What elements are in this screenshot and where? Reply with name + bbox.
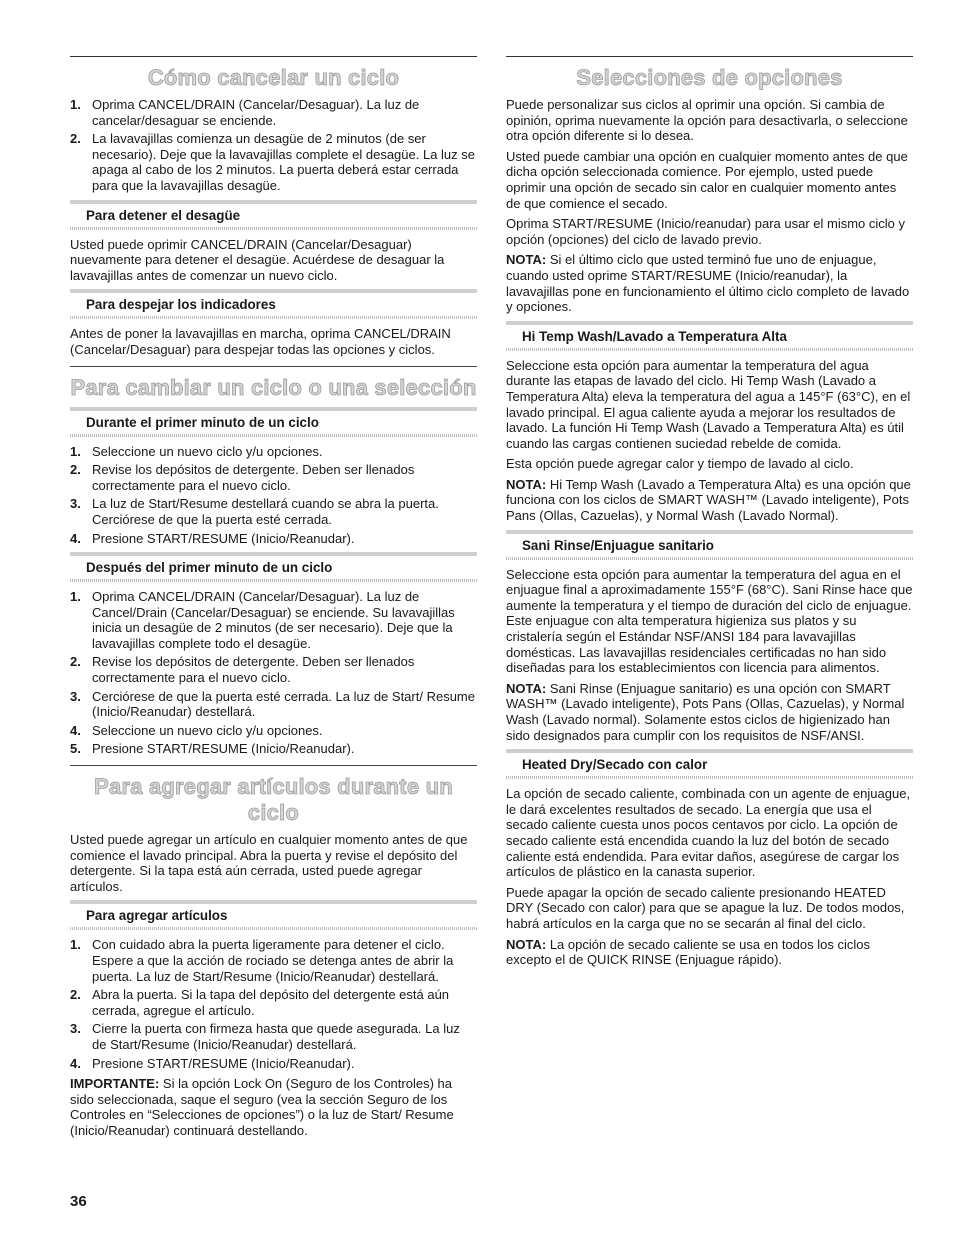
list-item: 1. Seleccione un nuevo ciclo y/u opciones. (70, 443, 323, 459)
section-title-change-cycle: Para cambiar un ciclo o una selección (70, 374, 477, 400)
paragraph: Puede apagar la opción de secado caliente presionando HEATED DRY (Secado con calor) para que se apague la luz. De todos modos, habrá artículos en la carga que no se secarán al final del ciclo. (506, 884, 905, 931)
subheading-hi-temp-wash: Hi Temp Wash/Lavado a Temperatura Alta (506, 321, 913, 353)
section-title-add-items: Para agregar artículos durante un ciclo (94, 774, 453, 826)
paragraph: Oprima START/RESUME (Inicio/reanudar) para usar el mismo ciclo y opción (opciones) del ciclo de lavado previo. (506, 216, 906, 247)
subheading-sani-rinse: Sani Rinse/Enjuague sanitario (506, 530, 913, 562)
list-item: 4. Presione START/RESUME (Inicio/Reanudar). (70, 530, 355, 546)
divider (70, 366, 477, 367)
after-first-minute-steps (70, 589, 477, 757)
subheading-clear-indicators: Para despejar los indicadores (70, 289, 477, 321)
cancel-steps (70, 97, 477, 194)
list-item: 4. Seleccione un nuevo ciclo y/u opciones. (70, 722, 323, 738)
note-paragraph: NOTA: Hi Temp Wash (Lavado a Temperatura Alta) es una opción que funciona con los ciclos de SMART WASH™ (Lavado inteligente), Pots Pans (Ollas, Cazuelas), y Normal Wash (Lavado Normal). (506, 476, 911, 524)
subheading-stop-drain: Para detener el desagüe (70, 200, 477, 232)
note-paragraph: NOTA: Si el último ciclo que usted terminó fue uno de enjuague, cuando usted oprime START/RESUME (Inicio/reanudar), la lavavajillas pone en funcionamiento el último ciclo completo de lavado y opciones. (506, 252, 910, 315)
first-minute-steps (70, 444, 477, 547)
list-item: 3. La luz de Start/Resume destellará cuando se abra la puerta. Cerciórese de que la puerta esté cerrada. (70, 496, 439, 527)
list-item: 1. Con cuidado abra la puerta ligeramente para detener el ciclo. Espere a que la acción de rociado se detenga antes de abrir la puerta. La luz de Start/Resume (Inicio/Reanudar) destellará. (70, 937, 454, 984)
paragraph: La opción de secado caliente, combinada con un agente de enjuague, le dará excelentes resultados de secado. La energía que usa el secado caliente cuesta unos pocos centavos por ciclo. La opción de secado caliente está encendida cuando la luz del botón de secado caliente está endendida. Para evitar daños, asegúrese de cargar los artículos de plástico en la canasta superior. (506, 786, 911, 880)
right-column (506, 56, 913, 973)
list-item: 2. Abra la puerta. Si la tapa del depósito del detergente está aún cerrada, agregue el artículo. (70, 987, 450, 1018)
paragraph: Esta opción puede agregar calor y tiempo de lavado al ciclo. (506, 456, 854, 472)
section-title-cancel: Cómo cancelar un ciclo (147, 65, 400, 90)
list-item: 1. Oprima CANCEL/DRAIN (Cancelar/Desaguar). La luz de cancelar/desaguar se enciende. (70, 97, 420, 128)
top-rule (70, 56, 477, 57)
add-items-steps (70, 937, 477, 1071)
divider (70, 765, 477, 766)
left-column (70, 56, 477, 1144)
subheading-add-items: Para agregar artículos (70, 900, 477, 932)
section-title-options: Selecciones de opciones (576, 65, 843, 90)
important-note: IMPORTANTE: Si la opción Lock On (Seguro de los Controles) ha sido seleccionada, saque el seguro (vea la sección Seguro de los Controles en “Selecciones de opciones”) o la luz de Start/ Resume (Inicio/Reanudar) continuará destellando. (70, 1076, 454, 1138)
note-paragraph: NOTA: La opción de secado caliente se usa en todos los ciclos excepto el de QUICK RINSE (Enjuague rápido). (506, 936, 870, 968)
page-number: 36 (70, 1193, 87, 1210)
subheading-heated-dry: Heated Dry/Secado con calor (506, 749, 913, 781)
list-item: 3. Cierre la puerta con firmeza hasta que quede asegurada. La luz de Start/Resume (Inicio/Reanudar) destellará. (70, 1021, 460, 1052)
note-paragraph: NOTA: Sani Rinse (Enjuague sanitario) es una opción con SMART WASH™ (Lavado inteligente), Pots Pans (Ollas, Cazuelas), y Normal Wash (Lavado normal). Solamente estos ciclos de higienizado han sido designados para cumplir con los requisitos de NSF/ANSI. (506, 680, 905, 743)
paragraph: Antes de poner la lavavajillas en marcha, oprima CANCEL/DRAIN (Cancelar/Desaguar) para despejar todas las opciones y ciclos. (70, 326, 451, 357)
list-item: 4. Presione START/RESUME (Inicio/Reanudar). (70, 1055, 355, 1071)
paragraph: Usted puede cambiar una opción en cualquier momento antes de que dicha opción seleccionada comience. Por ejemplo, usted puede oprimir una opción de secado sin calor en cualquier momento antes de que comience el secado. (506, 148, 908, 211)
paragraph: Seleccione esta opción para aumentar la temperatura del agua en el enjuague final a aproximadamente 155°F (68°C). Sani Rinse hace que aumente la temperatura y el tiempo de duración del ciclo de enjuague. Este enjuague con alta temperatura higieniza sus platos y su cristalería según el Estándar NSF/ANSI 184 para lavavajillas domésticas. Las lavavajillas residenciales certificadas no han sido diseñadas para los establecimientos con licencia para alimentos. (506, 566, 913, 676)
paragraph: Puede personalizar sus ciclos al oprimir una opción. Si cambia de opinión, oprima nuevamente la opción para desactivarla, o seleccione otra opción diferente si lo desea. (506, 97, 908, 144)
top-rule (506, 56, 913, 57)
list-item: 5. Presione START/RESUME (Inicio/Reanudar). (70, 741, 355, 757)
paragraph: Usted puede agregar un artículo en cualquier momento antes de que comience el lavado principal. Abra la puerta y revise el depósito del detergente. Si la tapa está aún cerrada, usted puede agregar artículos. (70, 832, 468, 894)
list-item: 3. Cerciórese de que la puerta esté cerrada. La luz de Start/ Resume (Inicio/Reanudar) destellará. (70, 688, 475, 720)
paragraph: Usted puede oprimir CANCEL/DRAIN (Cancelar/Desaguar) nuevamente para detener el desagüe. Acuérdese de desaguar la lavavajillas antes de comenzar un nuevo ciclo. (70, 236, 445, 283)
list-item: 1. Oprima CANCEL/DRAIN (Cancelar/Desaguar). La luz de Cancel/Drain (Cancelar/Desaguar) se enciende. Su lavavajillas inicia un desagüe de 2 minutos (de ser necesario). Deje que la lavavajillas complete todo el desagüe. (70, 589, 455, 651)
list-item: 2. La lavavajillas comienza un desagüe de 2 minutos (de ser necesario). Deje que la lavavajillas complete el desagüe. La luz se apaga al cabo de los 2 minutos. La puerta deberá estar cerrada para que la lavavajillas desagüe. (70, 131, 475, 193)
paragraph: Seleccione esta opción para aumentar la temperatura del agua durante las etapas de lavado del ciclo. Hi Temp Wash (Lavado a Temperatura Alta) eleva la temperatura del agua a 145°F (63°C), en el lavado principal. El agua caliente ayuda a mejorar los resultados de lavado. La función Hi Temp Wash (Lavado a Temperatura Alta) es útil cuando las cargas contienen suciedad rebelde de comida. (506, 357, 911, 451)
list-item: 2. Revise los depósitos de detergente. Deben ser llenados correctamente para el nuevo ciclo. (70, 654, 415, 686)
subheading-first-minute: Durante el primer minuto de un ciclo (70, 407, 477, 439)
list-item: 2. Revise los depósitos de detergente. Deben ser llenados correctamente para el nuevo ciclo. (70, 462, 415, 493)
subheading-after-first-minute: Después del primer minuto de un ciclo (70, 552, 477, 584)
